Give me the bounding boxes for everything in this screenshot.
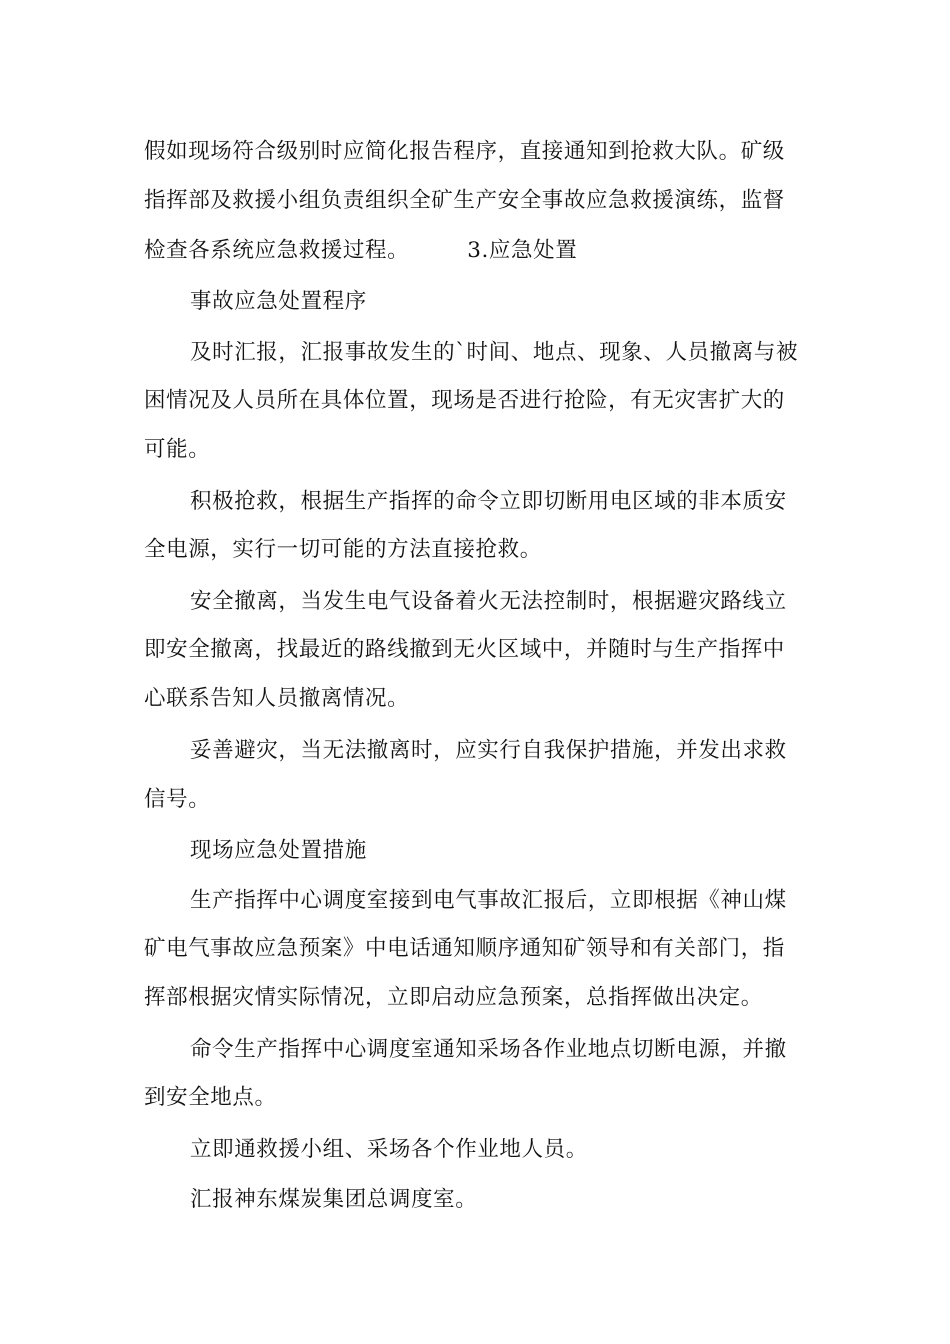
paragraph-start: 汇报神东煤炭集团总调度室。	[190, 1187, 478, 1212]
text-line: 指挥部及救援小组负责组织全矿生产安全事故应急救援演练，监督	[144, 188, 785, 213]
text-line: 到安全地点。	[144, 1085, 277, 1110]
paragraph-start: 安全撤离，当发生电气设备着火无法控制时，根据避灾路线立	[190, 589, 787, 614]
text-line: 可能。	[144, 437, 211, 462]
text-line: 全电源，实行一切可能的方法直接抢救。	[144, 537, 542, 562]
text-line: 信号。	[144, 787, 211, 812]
section-heading: 3.应急处置	[467, 238, 578, 263]
paragraph-start: 命令生产指挥中心调度室通知采场各作业地点切断电源，并撤	[190, 1037, 787, 1062]
paragraph-start: 妥善避灾，当无法撤离时，应实行自我保护措施，并发出求救	[190, 738, 787, 763]
text-line: 即安全撤离，找最近的路线撤到无火区域中，并随时与生产指挥中	[144, 637, 785, 662]
paragraph-start: 及时汇报，汇报事故发生的`时间、地点、现象、人员撤离与被	[190, 340, 799, 365]
paragraph-start: 积极抢救，根据生产指挥的命令立即切断用电区域的非本质安	[190, 489, 787, 514]
text-line: 困情况及人员所在具体位置，现场是否进行抢险，有无灾害扩大的	[144, 388, 785, 413]
subsection-heading: 现场应急处置措施	[190, 838, 367, 863]
text-line: 心联系告知人员撤离情况。	[144, 686, 410, 711]
text-line: 挥部根据灾情实际情况，立即启动应急预案，总指挥做出决定。	[144, 985, 763, 1010]
subsection-heading: 事故应急处置程序	[190, 289, 367, 314]
paragraph-start: 生产指挥中心调度室接到电气事故汇报后，立即根据《神山煤	[190, 888, 787, 913]
text-segment: 检查各系统应急救援过程。	[144, 238, 410, 263]
text-line: 矿电气事故应急预案》中电话通知顺序通知矿领导和有关部门，指	[144, 936, 785, 961]
text-line	[144, 236, 824, 266]
text-line: 假如现场符合级别时应简化报告程序，直接通知到抢救大队。矿级	[144, 139, 785, 164]
paragraph-start: 立即通救援小组、采场各个作业地人员。	[190, 1137, 588, 1162]
